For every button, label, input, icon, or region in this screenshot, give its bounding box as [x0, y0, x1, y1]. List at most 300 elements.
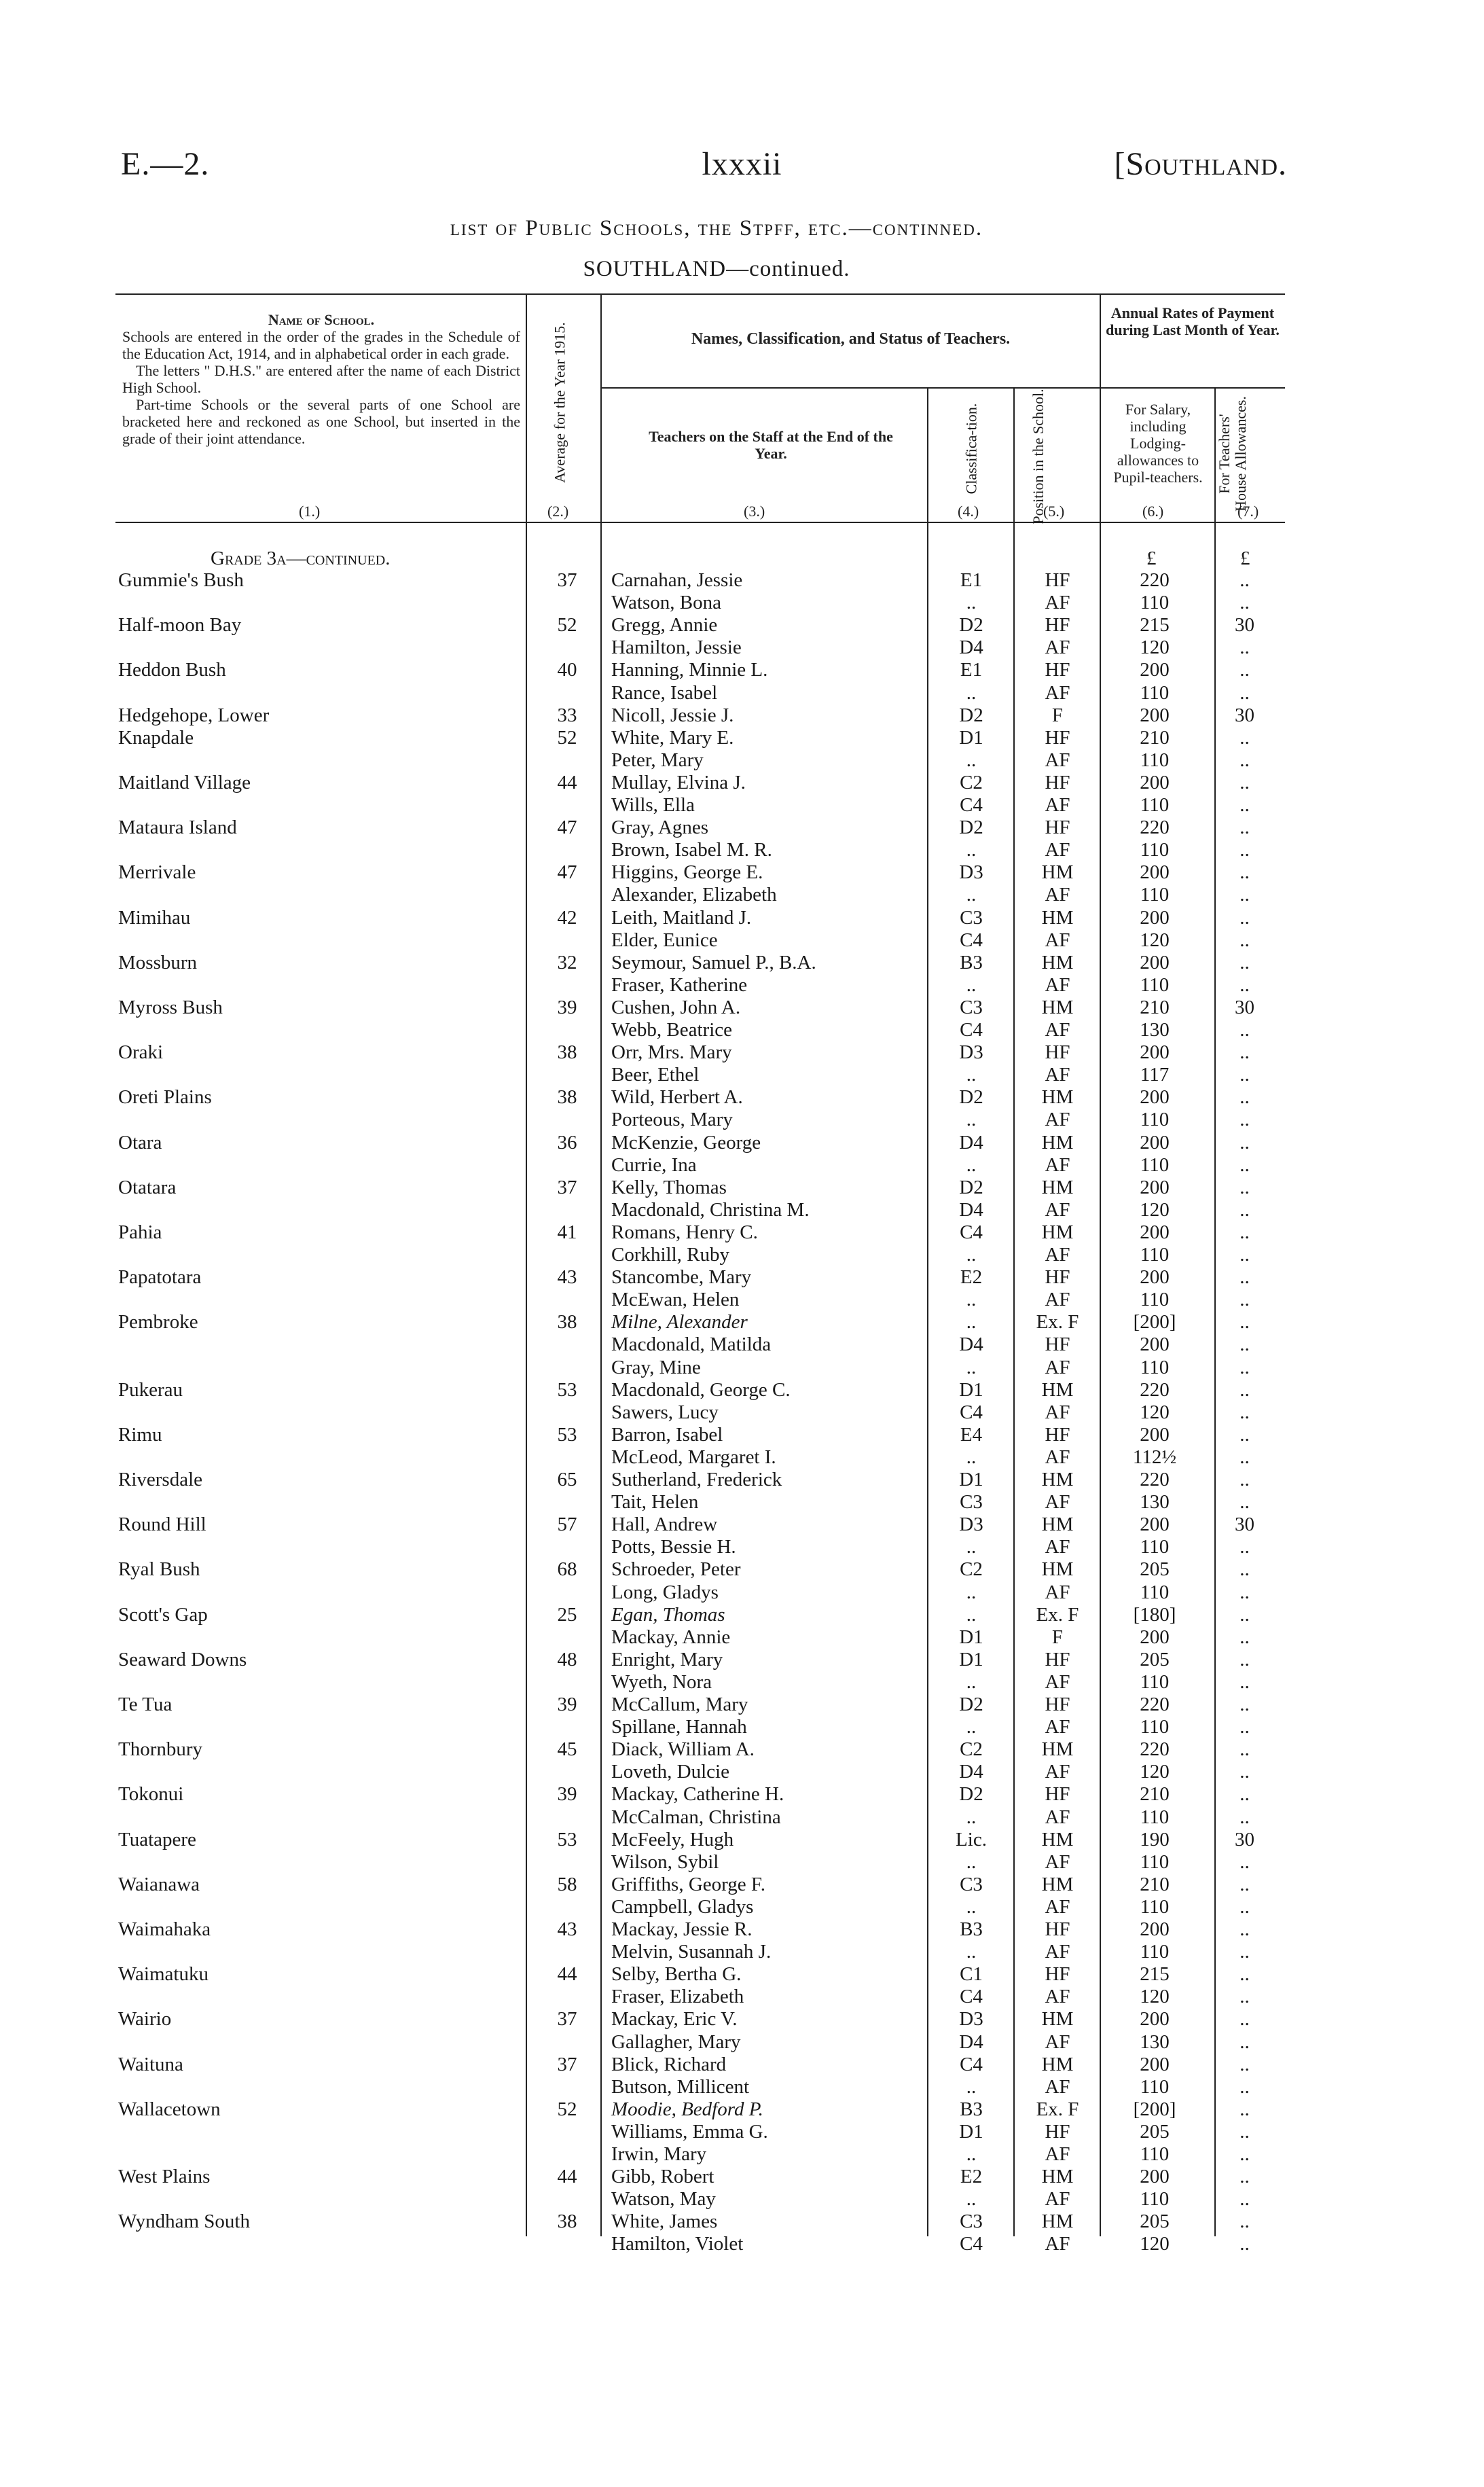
house-allowance: ..: [1239, 637, 1250, 659]
school-name: Waianawa: [118, 1873, 200, 1895]
teacher-position: AF: [1045, 973, 1070, 996]
average-attendance: 44: [557, 771, 577, 793]
teacher-name: McCalman, Christina: [611, 1806, 781, 1828]
teacher-classification: D1: [959, 1469, 983, 1490]
house-allowance: ..: [1239, 1626, 1250, 1648]
house-allowance: ..: [1239, 2098, 1250, 2120]
average-attendance: 43: [557, 1266, 577, 1289]
salary-amount: 112½: [1132, 1446, 1177, 1468]
table-row: [0, 1874, 1484, 1896]
teacher-classification: D1: [959, 1626, 983, 1648]
teacher-name: White, Mary E.: [611, 726, 734, 749]
teacher-name: Carnahan, Jessie: [611, 569, 743, 591]
table-row: [0, 974, 1484, 997]
average-column-header: Average for the Year 1915.: [551, 322, 568, 483]
teacher-classification: D1: [959, 1648, 983, 1670]
teacher-name: Schroeder, Peter: [611, 1558, 741, 1581]
teacher-classification: B3: [960, 2098, 983, 2120]
teacher-position: HM: [1041, 1378, 1074, 1401]
average-attendance: 37: [557, 1176, 577, 1198]
teacher-name: Diack, William A.: [611, 1738, 755, 1761]
average-attendance: 53: [557, 1378, 577, 1401]
teacher-position: AF: [1045, 681, 1070, 704]
average-attendance: 53: [557, 1423, 577, 1446]
page-number: lxxxii: [702, 146, 782, 182]
house-allowance: ..: [1239, 1086, 1250, 1109]
teacher-position: AF: [1045, 2030, 1070, 2053]
teacher-name: Orr, Mrs. Mary: [611, 1041, 732, 1064]
salary-amount: 200: [1140, 1266, 1170, 1289]
teacher-name: Mullay, Elvina J.: [611, 771, 746, 793]
salary-amount: 220: [1140, 1469, 1170, 1490]
list-title: list of Public Schools, the Stpff, etc.—continned.: [450, 216, 983, 240]
teacher-name: Gallagher, Mary: [611, 2030, 741, 2053]
teacher-name: Stancombe, Mary: [611, 1266, 752, 1289]
teacher-name: Fraser, Katherine: [611, 973, 748, 996]
average-attendance: 40: [557, 659, 577, 681]
teacher-name: Sawers, Lucy: [611, 1401, 719, 1423]
house-allowance: ..: [1239, 1783, 1250, 1806]
teacher-position: AF: [1045, 1761, 1070, 1783]
teacher-classification: C4: [960, 1986, 983, 2008]
teacher-name: Enright, Mary: [611, 1648, 723, 1670]
teacher-classification: B3: [960, 951, 983, 973]
average-attendance: 43: [557, 1918, 577, 1940]
table-row: [0, 861, 1484, 884]
salary-amount: 200: [1140, 1131, 1170, 1153]
table-row: [0, 1941, 1484, 1963]
teacher-position: AF: [1045, 1806, 1070, 1828]
grade-label: Grade 3a—continued.: [211, 548, 391, 569]
teacher-name: Porteous, Mary: [611, 1109, 733, 1131]
salary-amount: 205: [1140, 1648, 1170, 1670]
table-row: [0, 1783, 1484, 1806]
house-allowance: ..: [1239, 771, 1250, 793]
house-allowance: ..: [1239, 817, 1250, 839]
school-column-title: Name of School.: [268, 311, 375, 328]
teacher-classification: D3: [959, 861, 983, 884]
teacher-name: McEwan, Helen: [611, 1289, 740, 1311]
region-heading: [Southland.: [1114, 146, 1287, 182]
salary-amount: 210: [1140, 726, 1170, 749]
teacher-position: AF: [1045, 929, 1070, 951]
table-row: [0, 1221, 1484, 1244]
teacher-classification: D1: [959, 1378, 983, 1401]
teacher-position: Ex. F: [1036, 2098, 1079, 2120]
teacher-classification: E4: [960, 1423, 983, 1446]
salary-amount: 120: [1140, 1401, 1170, 1423]
teacher-position: HF: [1045, 614, 1070, 637]
teacher-position: HM: [1041, 1469, 1074, 1490]
teacher-position: AF: [1045, 1198, 1070, 1221]
teacher-position: HM: [1041, 996, 1074, 1018]
school-name: Pahia: [118, 1221, 162, 1243]
salary-amount: 110: [1140, 1716, 1170, 1738]
salary-amount: 210: [1140, 1783, 1170, 1806]
house-allowance: ..: [1239, 1469, 1250, 1490]
teacher-name: Kelly, Thomas: [611, 1176, 727, 1198]
table-row: [0, 2008, 1484, 2030]
school-name: Riversdale: [118, 1469, 203, 1490]
teacher-name: McLeod, Margaret I.: [611, 1446, 776, 1468]
school-name: Waimatuku: [118, 1963, 209, 1986]
table-row: [0, 839, 1484, 861]
salary-amount: 110: [1140, 884, 1170, 906]
table-row: [0, 1761, 1484, 1783]
salary-amount: 200: [1140, 2166, 1170, 2188]
house-allowance: ..: [1239, 1873, 1250, 1895]
salary-amount: 110: [1140, 749, 1170, 771]
teacher-classification: ..: [966, 1603, 977, 1626]
teacher-name: Mackay, Eric V.: [611, 2008, 738, 2030]
teacher-position: HF: [1045, 1963, 1070, 1986]
salary-amount: 110: [1140, 2075, 1170, 2098]
house-allowance: ..: [1239, 1918, 1250, 1940]
school-name: Thornbury: [118, 1738, 203, 1761]
average-attendance: 39: [557, 1783, 577, 1806]
teacher-name: Selby, Bertha G.: [611, 1963, 742, 1986]
salary-amount: 215: [1140, 614, 1170, 637]
salary-amount: 110: [1140, 592, 1170, 614]
teacher-position: HM: [1041, 1131, 1074, 1153]
table-row: [0, 2098, 1484, 2121]
teacher-classification: D2: [959, 1176, 983, 1198]
teacher-position: AF: [1045, 794, 1070, 816]
teacher-position: HM: [1041, 2053, 1074, 2075]
teacher-classification: ..: [966, 973, 977, 996]
table-row: [0, 682, 1484, 704]
teacher-classification: Lic.: [956, 1828, 987, 1850]
teacher-position: HF: [1045, 659, 1070, 681]
salary-amount: 110: [1140, 794, 1170, 816]
house-allowance: ..: [1239, 1986, 1250, 2008]
average-attendance: 37: [557, 2008, 577, 2030]
table-row: [0, 997, 1484, 1019]
teacher-name: Macdonald, Christina M.: [611, 1198, 810, 1221]
table-row: [0, 1244, 1484, 1266]
house-allowance: ..: [1239, 2030, 1250, 2053]
house-allowance: ..: [1239, 1761, 1250, 1783]
table-row: [0, 817, 1484, 839]
teacher-name: Melvin, Susannah J.: [611, 1941, 772, 1963]
teacher-position: AF: [1045, 2143, 1070, 2165]
teacher-position: AF: [1045, 1153, 1070, 1176]
teacher-classification: ..: [966, 1716, 977, 1738]
teacher-classification: C4: [960, 2233, 983, 2255]
table-row: [0, 1132, 1484, 1154]
average-attendance: 38: [557, 1041, 577, 1064]
table-row: [0, 2233, 1484, 2255]
average-attendance: 52: [557, 726, 577, 749]
house-allowance: ..: [1239, 1041, 1250, 1064]
teacher-classification: ..: [966, 1941, 977, 1963]
column-number-3: (3.): [744, 503, 765, 520]
teacher-position: HM: [1041, 1738, 1074, 1761]
teacher-position: AF: [1045, 1019, 1070, 1041]
column-number-7: (7.): [1237, 503, 1259, 520]
table-row: [0, 2076, 1484, 2098]
salary-amount: 220: [1140, 1378, 1170, 1401]
average-attendance: 38: [557, 2211, 577, 2233]
house-allowance: ..: [1239, 884, 1250, 906]
house-allowance: ..: [1239, 1423, 1250, 1446]
teacher-classification: C2: [960, 1558, 983, 1581]
salary-amount: 110: [1140, 1895, 1170, 1918]
table-row: [0, 1401, 1484, 1424]
salary-currency-symbol: £: [1146, 548, 1157, 569]
teacher-name: Cushen, John A.: [611, 996, 741, 1018]
school-name: Ryal Bush: [118, 1558, 200, 1581]
average-attendance: 25: [557, 1603, 577, 1626]
house-allowance: ..: [1239, 951, 1250, 973]
teacher-classification: D4: [959, 1198, 983, 1221]
teacher-classification: D3: [959, 1041, 983, 1064]
house-allowance: ..: [1239, 2053, 1250, 2075]
table-row: [0, 2188, 1484, 2211]
house-allowance: ..: [1239, 1378, 1250, 1401]
teacher-classification: E2: [960, 2166, 983, 2188]
table-row: [0, 1806, 1484, 1829]
school-name: Te Tua: [118, 1694, 173, 1715]
teacher-name: Macdonald, Matilda: [611, 1334, 772, 1356]
teacher-name: Irwin, Mary: [611, 2143, 707, 2165]
teacher-position: HM: [1041, 2166, 1074, 2188]
teacher-classification: ..: [966, 1311, 977, 1334]
table-row: [0, 1738, 1484, 1761]
table-row: [0, 2054, 1484, 2076]
table-row: [0, 1829, 1484, 1851]
teacher-classification: D4: [959, 637, 983, 659]
teacher-position: HF: [1045, 817, 1070, 839]
salary-amount: 200: [1140, 1514, 1170, 1536]
salary-amount: 200: [1140, 951, 1170, 973]
teacher-name: Moodie, Bedford P.: [611, 2098, 763, 2120]
position-column-header: Position in the School.: [1030, 389, 1047, 524]
salary-amount: 130: [1140, 1491, 1170, 1514]
table-row: [0, 1357, 1484, 1379]
teacher-classification: D2: [959, 1086, 983, 1109]
teacher-position: AF: [1045, 1244, 1070, 1266]
average-attendance: 42: [557, 906, 577, 929]
house-allowance: ..: [1239, 1491, 1250, 1514]
salary-amount: 130: [1140, 1019, 1170, 1041]
school-name: Waituna: [118, 2053, 183, 2075]
table-row: [0, 2166, 1484, 2188]
school-column-note-3: Part-time Schools or the several parts of one School are bracketed here and reckoned as one School, but inserted in the grade of their joint attendance.: [122, 396, 520, 447]
teacher-position: AF: [1045, 1716, 1070, 1738]
school-name: Mimihau: [118, 906, 191, 929]
teacher-position: HM: [1041, 1514, 1074, 1536]
salary-amount: 200: [1140, 2008, 1170, 2030]
school-name: Merrivale: [118, 861, 196, 884]
teacher-classification: C4: [960, 1019, 983, 1041]
table-row: [0, 772, 1484, 794]
teacher-position: HF: [1045, 569, 1070, 591]
table-row: [0, 1177, 1484, 1199]
teacher-classification: E2: [960, 1266, 983, 1289]
teacher-classification: ..: [966, 884, 977, 906]
house-allowance: ..: [1239, 1670, 1250, 1693]
average-attendance: 38: [557, 1311, 577, 1334]
school-name: Rimu: [118, 1423, 162, 1446]
house-allowance-column-header: For Teachers' House Allowances.: [1216, 396, 1249, 512]
teacher-position: AF: [1045, 1064, 1070, 1086]
salary-amount: 120: [1140, 1198, 1170, 1221]
average-attendance: 45: [557, 1738, 577, 1761]
district-title: SOUTHLAND—continued.: [583, 257, 850, 281]
teacher-classification: D2: [959, 614, 983, 637]
salary-amount: 120: [1140, 929, 1170, 951]
teacher-name: White, James: [611, 2211, 718, 2233]
teacher-classification: ..: [966, 1244, 977, 1266]
table-row: [0, 727, 1484, 749]
school-name: Tokonui: [118, 1783, 184, 1806]
table-row: [0, 1963, 1484, 1986]
school-name: Otatara: [118, 1176, 177, 1198]
teacher-name: Seymour, Samuel P., B.A.: [611, 951, 816, 973]
teacher-name: Tait, Helen: [611, 1491, 699, 1514]
teacher-name: Sutherland, Frederick: [611, 1469, 782, 1490]
house-allowance: ..: [1239, 1941, 1250, 1963]
teacher-name: Hamilton, Violet: [611, 2233, 744, 2255]
teacher-classification: C4: [960, 2053, 983, 2075]
school-name: Tuatapere: [118, 1828, 196, 1850]
teacher-name: Mackay, Catherine H.: [611, 1783, 784, 1806]
teacher-position: AF: [1045, 749, 1070, 771]
table-row: [0, 1266, 1484, 1289]
teacher-classification: D4: [959, 1761, 983, 1783]
teacher-name: Nicoll, Jessie J.: [611, 704, 734, 726]
table-row: [0, 1289, 1484, 1311]
table-row: [0, 749, 1484, 772]
teacher-classification: ..: [966, 1670, 977, 1693]
classification-column-header: Classifica-tion.: [962, 403, 980, 495]
column-number-1: (1.): [299, 503, 321, 520]
teacher-position: AF: [1045, 1941, 1070, 1963]
teacher-name: Williams, Emma G.: [611, 2120, 768, 2143]
salary-amount: 200: [1140, 1221, 1170, 1243]
column-number-2: (2.): [547, 503, 569, 520]
table-row: [0, 1986, 1484, 2008]
school-name: Knapdale: [118, 726, 194, 749]
school-name: Gummie's Bush: [118, 569, 244, 591]
table-row: [0, 1626, 1484, 1649]
teacher-name: Wills, Ella: [611, 794, 695, 816]
salary-amount: 205: [1140, 1558, 1170, 1581]
teacher-classification: ..: [966, 1581, 977, 1603]
teacher-name: Potts, Bessie H.: [611, 1536, 736, 1558]
table-row: [0, 1491, 1484, 1514]
teacher-name: Mackay, Annie: [611, 1626, 731, 1648]
salary-amount: 110: [1140, 2188, 1170, 2211]
subheader-rule-right: [1100, 387, 1285, 389]
average-attendance: 36: [557, 1131, 577, 1153]
teacher-name: Watson, Bona: [611, 592, 721, 614]
table-row: [0, 569, 1484, 592]
teacher-classification: C1: [960, 1963, 983, 1986]
table-row: [0, 1086, 1484, 1109]
table-row: [0, 1469, 1484, 1491]
salary-amount: 205: [1140, 2120, 1170, 2143]
salary-amount: 200: [1140, 1626, 1170, 1648]
teacher-name: Wyeth, Nora: [611, 1670, 712, 1693]
salary-amount: 200: [1140, 2053, 1170, 2075]
salary-amount: 200: [1140, 906, 1170, 929]
salary-amount: 110: [1140, 1356, 1170, 1378]
teacher-name: Fraser, Elizabeth: [611, 1986, 744, 2008]
table-row: [0, 1716, 1484, 1738]
table-row: [0, 2121, 1484, 2143]
school-name: Mossburn: [118, 951, 198, 973]
salary-amount: 215: [1140, 1963, 1170, 1986]
teacher-name: Alexander, Elizabeth: [611, 884, 777, 906]
teacher-position: HF: [1045, 2120, 1070, 2143]
salary-amount: 110: [1140, 681, 1170, 704]
teacher-classification: ..: [966, 2075, 977, 2098]
teacher-classification: D1: [959, 2120, 983, 2143]
column-number-4: (4.): [958, 503, 979, 520]
teacher-name: Gibb, Robert: [611, 2166, 714, 2188]
teacher-position: HF: [1045, 1423, 1070, 1446]
teacher-position: Ex. F: [1036, 1603, 1079, 1626]
teacher-position: AF: [1045, 1356, 1070, 1378]
house-allowance: ..: [1239, 1446, 1250, 1468]
salary-amount: 200: [1140, 1918, 1170, 1940]
salary-amount: 120: [1140, 1986, 1170, 2008]
house-allowance: ..: [1239, 2143, 1250, 2165]
teacher-classification: C2: [960, 1738, 983, 1761]
teacher-classification: D2: [959, 1783, 983, 1806]
teacher-name: Wilson, Sybil: [611, 1850, 719, 1873]
teacher-name: Romans, Henry C.: [611, 1221, 758, 1243]
house-allowance: ..: [1239, 1895, 1250, 1918]
table-row: [0, 1334, 1484, 1356]
house-allowance: 30: [1235, 1828, 1254, 1850]
salary-amount: 200: [1140, 704, 1170, 726]
school-name: Otara: [118, 1131, 162, 1153]
teacher-classification: C3: [960, 906, 983, 929]
salary-amount: 220: [1140, 569, 1170, 591]
teacher-classification: C4: [960, 794, 983, 816]
average-attendance: 39: [557, 996, 577, 1018]
teacher-name: Spillane, Hannah: [611, 1716, 747, 1738]
teacher-classification: C4: [960, 1221, 983, 1243]
table-row: [0, 907, 1484, 929]
teacher-position: HM: [1041, 1221, 1074, 1243]
teacher-classification: C3: [960, 1491, 983, 1514]
teacher-name: Campbell, Gladys: [611, 1895, 754, 1918]
school-name: Mataura Island: [118, 817, 237, 839]
teacher-position: HF: [1045, 1918, 1070, 1940]
teacher-position: AF: [1045, 2233, 1070, 2255]
table-row: [0, 614, 1484, 637]
house-allowance: ..: [1239, 1716, 1250, 1738]
school-name: Half-moon Bay: [118, 614, 242, 637]
teacher-position: HM: [1041, 1828, 1074, 1850]
teacher-classification: D4: [959, 1334, 983, 1356]
teacher-classification: E1: [960, 569, 983, 591]
teacher-position: AF: [1045, 1581, 1070, 1603]
house-allowance: ..: [1239, 1603, 1250, 1626]
teacher-name: Blick, Richard: [611, 2053, 727, 2075]
school-name: Pembroke: [118, 1311, 198, 1334]
salary-amount: 110: [1140, 1581, 1170, 1603]
table-row: [0, 1918, 1484, 1941]
house-allowance: ..: [1239, 2120, 1250, 2143]
salary-amount: 220: [1140, 817, 1170, 839]
teacher-name: Rance, Isabel: [611, 681, 718, 704]
teacher-position: Ex. F: [1036, 1311, 1079, 1334]
